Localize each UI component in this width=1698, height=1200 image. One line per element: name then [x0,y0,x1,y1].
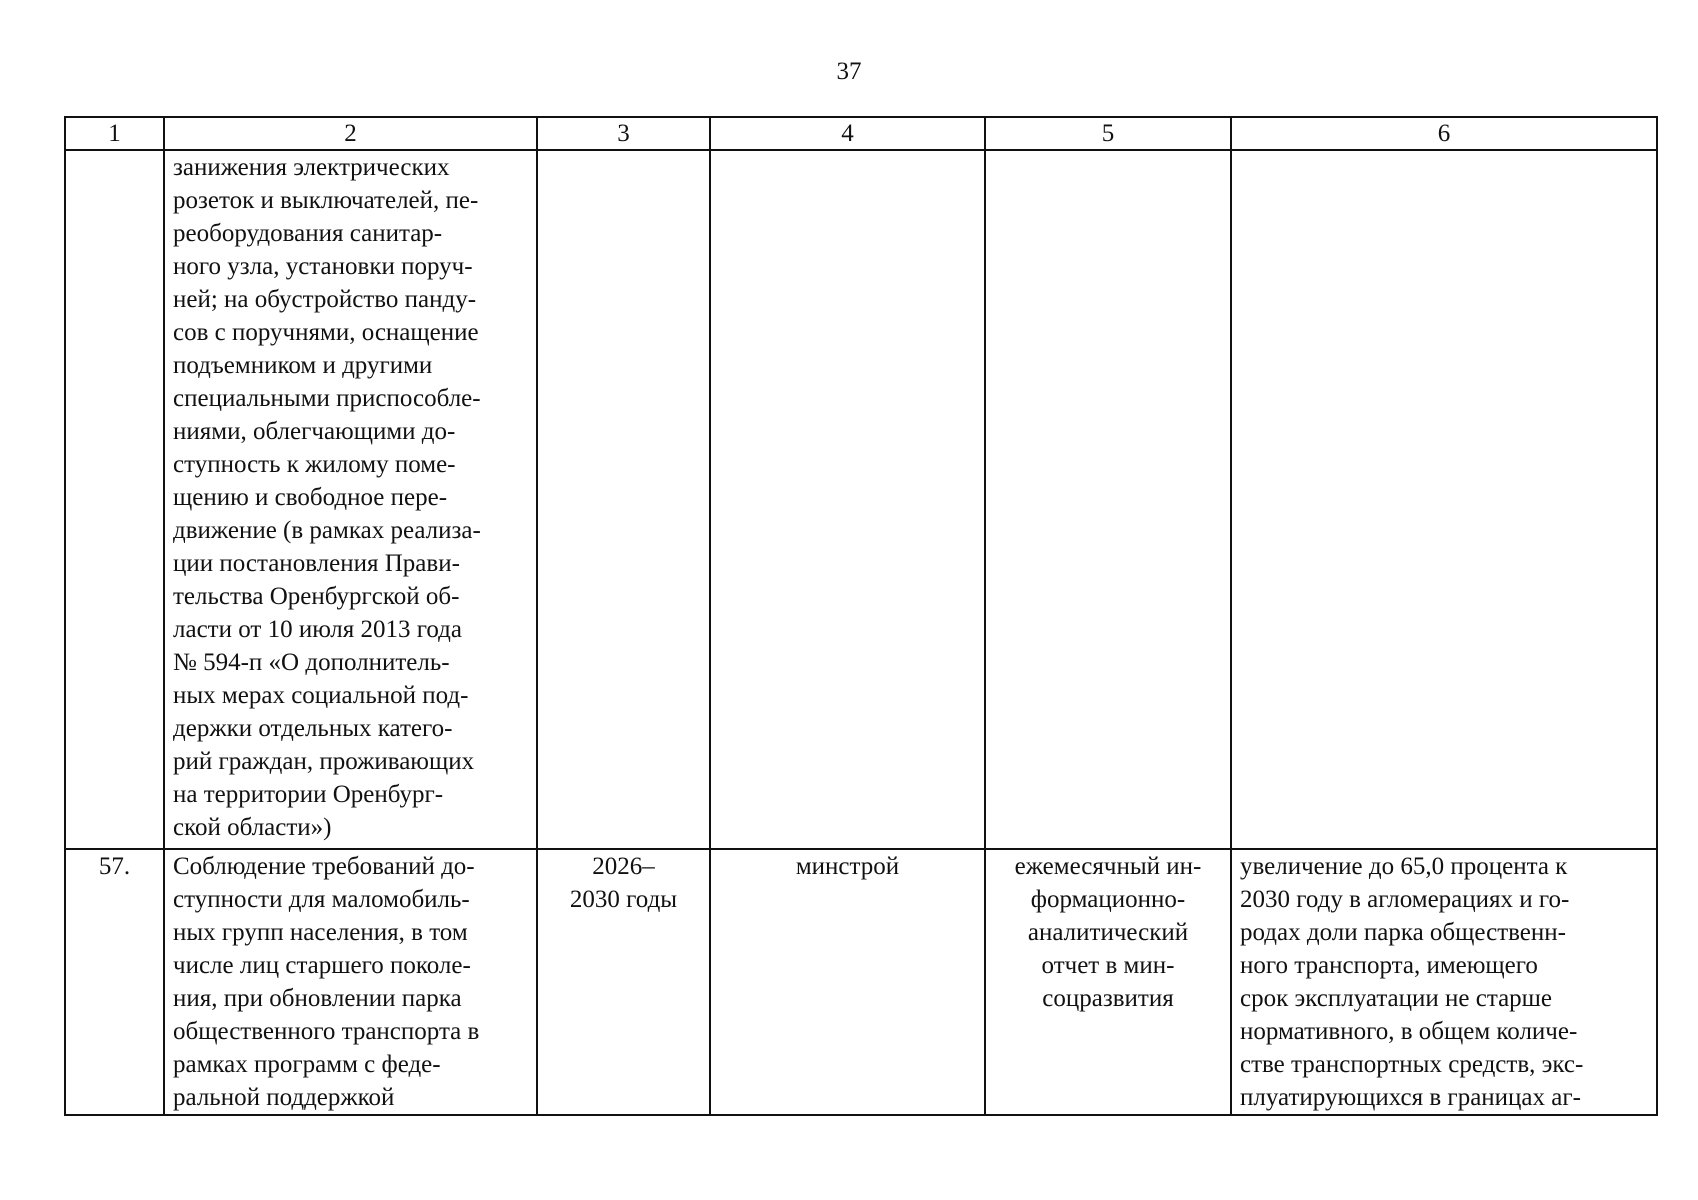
text-line: щению и свободное пере- [173,484,448,511]
text-line: ния, при обновлении парка [173,985,462,1012]
row-57-description [164,849,537,1115]
row-number: 57. [65,849,164,1115]
measures-table [64,116,1658,1116]
text-line: ласти от 10 июля 2013 года [173,616,462,643]
text-line: № 594-п «О дополнитель- [173,649,450,676]
text-line: ступность к жилому поме- [173,451,456,478]
column-header-1: 1 [65,117,164,150]
text-line: рамках программ с феде- [173,1051,441,1078]
text-line: соцразвития [1042,985,1174,1012]
text-line: занижения электрических [173,154,450,181]
text-line: увеличение до 65,0 процента к [1240,853,1568,880]
row-57-period [537,849,710,1115]
text-line: ниями, облегчающими до- [173,418,456,445]
text-line: ных групп населения, в том [173,919,468,946]
row-57-report [985,849,1231,1115]
text-line: 2026– [592,853,655,880]
text-line: ции постановления Прави- [173,550,460,577]
text-line: ральной поддержкой [173,1084,395,1111]
column-header-5: 5 [985,117,1231,150]
text-line: стве транспортных средств, экс- [1240,1051,1584,1078]
text-line: отчет в мин- [1041,952,1175,979]
cont-cell-result [1231,150,1657,849]
text-line: родах доли парка общественн- [1240,919,1566,946]
text-line: реоборудования санитар- [173,220,443,247]
text-line: срок эксплуатации не старше [1240,985,1553,1012]
table-row-57 [65,849,1657,1115]
text-line: Соблюдение требований до- [173,853,475,880]
text-line: специальными приспособле- [173,385,481,412]
text-line: держки отдельных катего- [173,715,453,742]
text-line: подъемником и другими [173,352,433,379]
cont-cell-period [537,150,710,849]
text-line: ступности для маломобиль- [173,886,470,913]
row-57-result [1231,849,1657,1115]
text-line: общественного транспорта в [173,1018,480,1045]
text-line: ской области») [173,814,332,841]
cont-cell-report [985,150,1231,849]
row-57-responsible: минстрой [710,849,985,1115]
text-line: ного узла, установки поруч- [173,253,473,280]
text-line: розеток и выключателей, пе- [173,187,479,214]
table-row-continuation [65,150,1657,849]
text-line: 2030 годы [569,886,678,913]
text-line: тельства Оренбургской об- [173,583,460,610]
text-line: числе лиц старшего поколе- [173,952,471,979]
text-line: движение (в рамках реализа- [173,517,481,544]
text-line: ней; на обустройство панду- [173,286,477,313]
column-header-4: 4 [710,117,985,150]
column-header-6: 6 [1231,117,1657,150]
cont-cell-description [164,150,537,849]
text-line: нормативного, в общем количе- [1240,1018,1578,1045]
cont-cell-responsible [710,150,985,849]
column-header-3: 3 [537,117,710,150]
text-line: рий граждан, проживающих [173,748,475,775]
text-line: 2030 году в агломерациях и го- [1240,886,1570,913]
text-line: ных мерах социальной под- [173,682,469,709]
text-line: плуатирующихся в границах аг- [1240,1084,1581,1111]
text-line: на территории Оренбург- [173,781,444,808]
text-line: ежемесячный ин- [1014,853,1202,880]
text-line: аналитический [1027,919,1189,946]
cont-cell-number [65,150,164,849]
text-line: формационно- [1030,886,1186,913]
page-number: 37 [836,58,862,85]
text-line: сов с поручнями, оснащение [173,319,479,346]
table-header-row [65,117,1657,150]
text-line: ного транспорта, имеющего [1240,952,1538,979]
column-header-2: 2 [164,117,537,150]
